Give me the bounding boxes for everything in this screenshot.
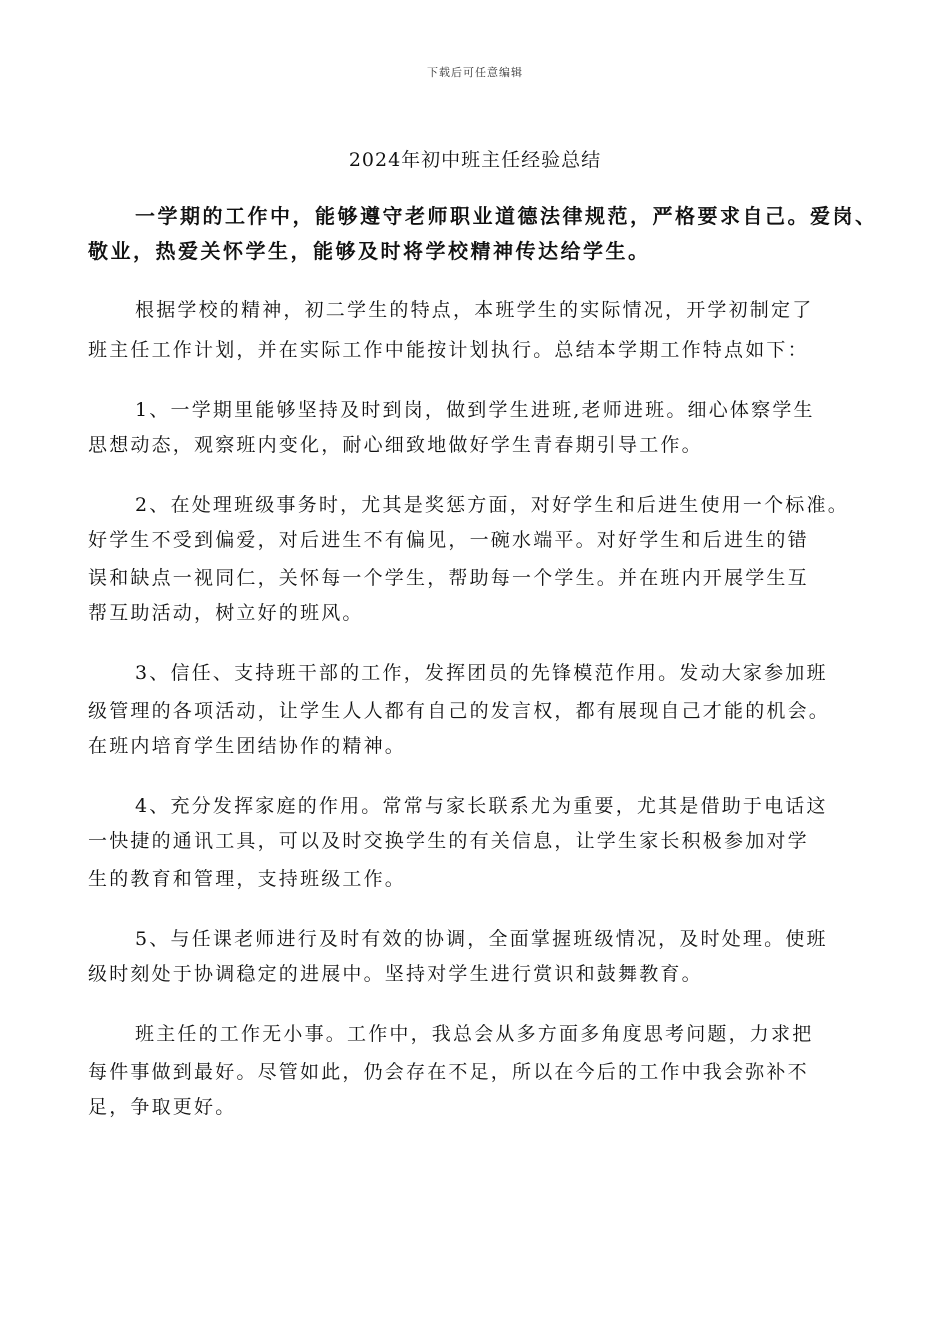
item-4-line-3: 生的教育和管理，支持班级工作。: [88, 868, 407, 890]
item-3-line-1: 3、信任、支持班干部的工作，发挥团员的先锋模范作用。发动大家参加班: [135, 662, 828, 684]
intro-line-1: 一学期的工作中，能够遵守老师职业道德法律规范，严格要求自己。爱岗、: [135, 204, 878, 228]
item-4-line-1: 4、充分发挥家庭的作用。常常与家长联系尤为重要，尤其是借助于电话这: [135, 795, 828, 817]
header-note: 下载后可任意编辑: [427, 66, 523, 79]
item-5-line-2: 级时刻处于协调稳定的进展中。坚持对学生进行赏识和鼓舞教育。: [88, 963, 703, 985]
item-5-line-1: 5、与任课老师进行及时有效的协调，全面掌握班级情况，及时处理。使班: [135, 928, 828, 950]
item-1-line-2: 思想动态，观察班内变化，耐心细致地做好学生青春期引导工作。: [88, 434, 703, 456]
para-plan-line-2: 班主任工作计划，并在实际工作中能按计划执行。总结本学期工作特点如下：: [88, 339, 809, 361]
closing-line-3: 足，争取更好。: [88, 1096, 237, 1118]
document-title: 2024年初中班主任经验总结: [348, 149, 602, 171]
item-2-line-1: 2、在处理班级事务时，尤其是奖惩方面，对好学生和后进生使用一个标准。: [135, 494, 849, 516]
closing-line-2: 每件事做到最好。尽管如此，仍会存在不足，所以在今后的工作中我会弥补不: [88, 1061, 809, 1083]
item-3-line-2: 级管理的各项活动，让学生人人都有自己的发言权，都有展现自己才能的机会。: [88, 700, 831, 722]
item-2-line-4: 帮互助活动，树立好的班风。: [88, 602, 364, 624]
item-2-line-2: 好学生不受到偏爱，对后进生不有偏见，一碗水端平。对好学生和后进生的错: [88, 529, 809, 551]
item-1-line-1: 1、一学期里能够坚持及时到岗，做到学生进班,老师进班。细心体察学生: [135, 399, 815, 421]
item-2-line-3: 误和缺点一视同仁，关怀每一个学生，帮助每一个学生。并在班内开展学生互: [88, 567, 809, 589]
closing-line-1: 班主任的工作无小事。工作中，我总会从多方面多角度思考问题，力求把: [135, 1023, 814, 1045]
item-4-line-2: 一快捷的通讯工具，可以及时交换学生的有关信息，让学生家长积极参加对学: [88, 830, 809, 852]
intro-line-2: 敬业，热爱关怀学生，能够及时将学校精神传达给学生。: [88, 239, 651, 263]
para-plan-line-1: 根据学校的精神，初二学生的特点，本班学生的实际情况，开学初制定了: [135, 299, 814, 321]
item-3-line-3: 在班内培育学生团结协作的精神。: [88, 735, 407, 757]
